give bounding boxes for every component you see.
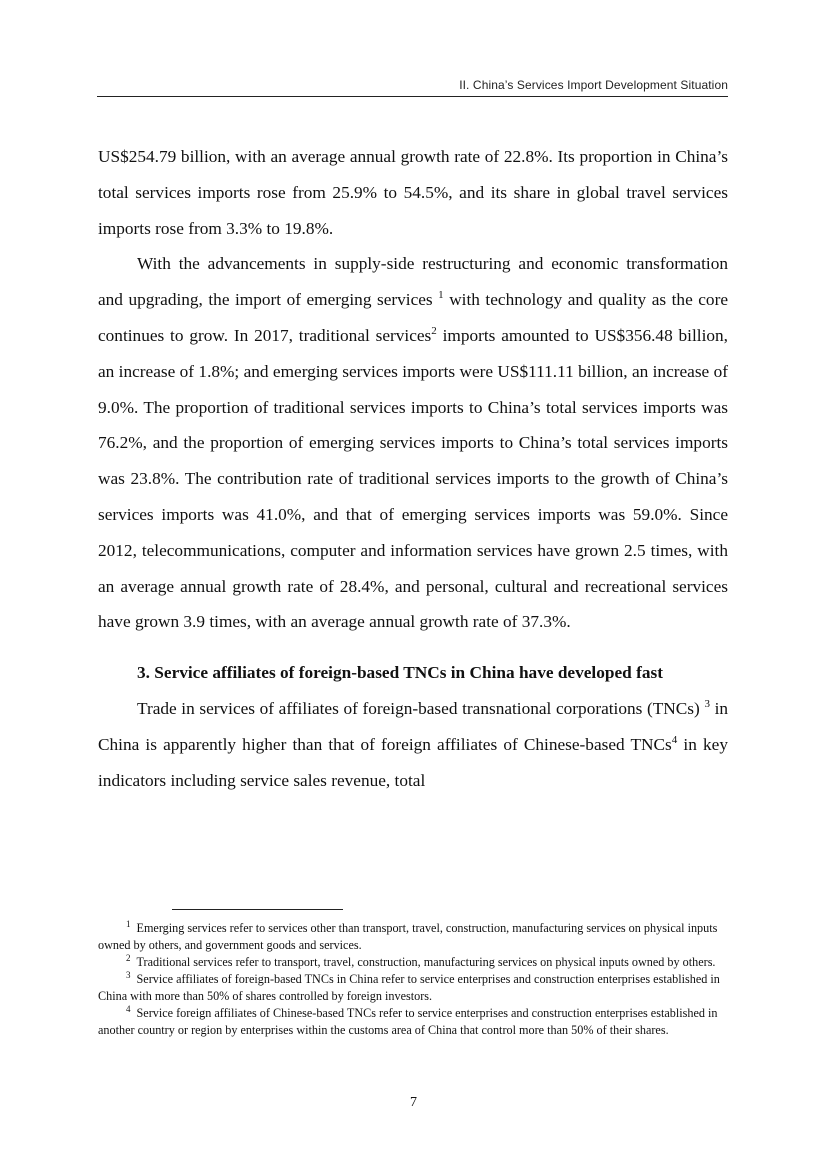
paragraph-text: Trade in services of affiliates of foreign-based transnational corporations (TNCs): [137, 698, 700, 718]
footnote-text: Emerging services refer to services other than transport, travel, construction, manufacturing services on physical inputs owned by others, and government goods and services.: [98, 921, 718, 952]
footnote-number: 4: [126, 1004, 131, 1015]
footnote-ref-3: 3: [704, 697, 710, 710]
paragraph-text: in key indicators including service sales revenue, total: [98, 734, 728, 790]
footnote-number: 2: [126, 953, 131, 964]
paragraph-travel-continuation: US$254.79 billion, with an average annual growth rate of 22.8%. Its proportion in China’s total services imports rose from 25.9% to 54.5%, and its share in global travel services imports rose from 3.3% to 19.8%.: [98, 147, 728, 238]
footnote-2: [98, 954, 728, 971]
footnote-3: [98, 971, 728, 1005]
footnote-ref-2: 2: [431, 324, 437, 337]
running-header: II. China’s Services Import Development Situation: [459, 78, 728, 92]
paragraph-emerging-services: [98, 246, 728, 640]
paragraph-text: With the advancements in supply-side restructuring and economic transformation and upgrading, the import of emerging services: [98, 254, 728, 310]
header-rule: [97, 96, 728, 97]
footnote-ref-1: 1: [438, 289, 444, 302]
footnote-text: Traditional services refer to transport, travel, construction, manufacturing services on physical inputs owned by others.: [136, 955, 716, 969]
footnote-4: [98, 1005, 728, 1039]
footnote-1: [98, 920, 728, 954]
footnote-text: Service affiliates of foreign-based TNCs in China refer to service enterprises and construction enterprises established in China with more than 50% of shares controlled by foreign investors.: [98, 972, 720, 1003]
footnote-ref-4: 4: [671, 733, 678, 746]
section-heading: 3. Service affiliates of foreign-based TNCs in China have developed fast: [137, 663, 663, 683]
footnote-number: 1: [126, 919, 131, 930]
paragraph-text: with technology and quality as the core continues to grow. In 2017, traditional services: [98, 290, 728, 345]
footnote-text: Service foreign affiliates of Chinese-based TNCs refer to service enterprises and construction enterprises established in another country or region by enterprises within the customs area of China that control more than 50% of their shares.: [98, 1006, 718, 1037]
body-text: [98, 139, 728, 798]
paragraph-tnc-affiliates: [98, 691, 728, 798]
footnote-number: 3: [126, 970, 131, 981]
footnotes: [98, 920, 728, 1039]
paragraph-text: imports amounted to US$356.48 billion, an increase of 1.8%; and emerging services imports were US$111.11 billion, an increase of 9.0%. The proportion of traditional services imports to China’s total services imports was 76.2%, and the proportion of emerging services imports to China’s total services imports was 23.8%. The contribution rate of traditional services imports to the growth of China’s services imports was 41.0%, and that of emerging services imports was 59.0%. Since 2012, telecommunications, computer and information services have grown 2.5 times, with an average annual growth rate of 28.4%, and personal, cultural and recreational services have grown 3.9 times, with an average annual growth rate of 37.3%.: [98, 325, 728, 632]
footnote-separator: [172, 909, 343, 910]
page-number: 7: [410, 1095, 417, 1110]
paragraph-text: in China is apparently higher than that of foreign affiliates of Chinese-based TNCs: [98, 698, 729, 754]
